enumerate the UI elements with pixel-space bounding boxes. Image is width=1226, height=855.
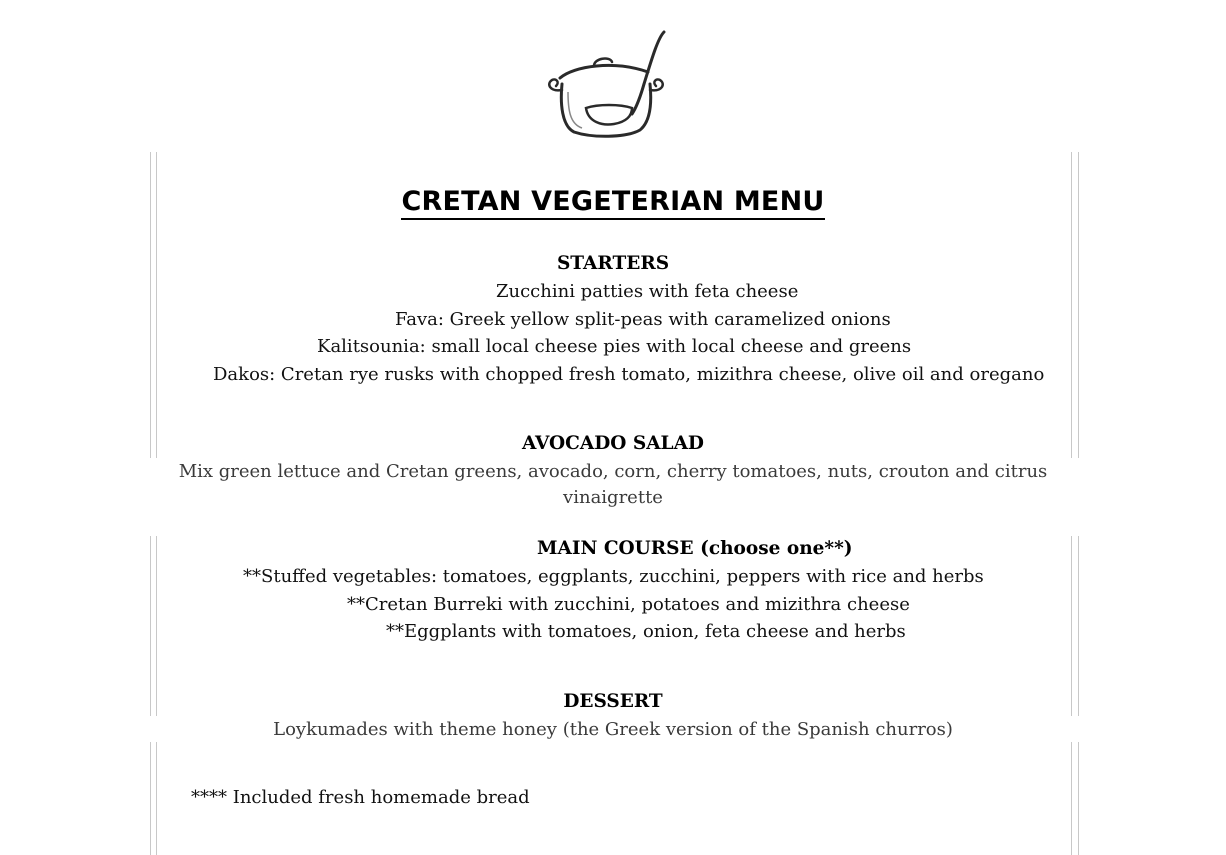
left-border-inner <box>156 536 157 716</box>
bread-footnote: **** Included fresh homemade bread <box>191 787 530 808</box>
right-border-outer <box>1078 536 1079 716</box>
starter-item: Dakos: Cretan rye rusks with chopped fresh tomato, mizithra cheese, olive oil and oregano <box>213 364 1045 385</box>
menu-title: CRETAN VEGETERIAN MENU <box>0 186 1226 217</box>
cooking-pot-ladle-icon <box>540 28 670 140</box>
starter-item: Kalitsounia: small local cheese pies with local cheese and greens <box>317 336 912 357</box>
salad-heading: AVOCADO SALAD <box>522 433 704 454</box>
salad-description-continued: vinaigrette <box>563 487 663 508</box>
left-border-inner <box>156 742 157 855</box>
salad-description: Mix green lettuce and Cretan greens, avocado, corn, cherry tomatoes, nuts, crouton and citrus <box>178 461 1048 482</box>
starter-item: Fava: Greek yellow split-peas with caramelized onions <box>395 309 891 330</box>
starters-heading: STARTERS <box>556 253 670 274</box>
left-border-outer <box>150 742 151 855</box>
right-border-inner <box>1071 742 1072 855</box>
main-course-item: **Eggplants with tomatoes, onion, feta cheese and herbs <box>386 621 906 642</box>
right-border-outer <box>1078 742 1079 855</box>
right-border-inner <box>1071 536 1072 716</box>
main-course-heading: MAIN COURSE (choose one**) <box>537 538 853 559</box>
dessert-description: Loykumades with theme honey (the Greek version of the Spanish churros) <box>273 719 953 740</box>
dessert-heading: DESSERT <box>563 691 663 712</box>
main-course-item: **Stuffed vegetables: tomatoes, eggplants, zucchini, peppers with rice and herbs <box>243 566 984 587</box>
main-course-item: **Cretan Burreki with zucchini, potatoes and mizithra cheese <box>347 594 910 615</box>
left-border-outer <box>150 536 151 716</box>
starter-item: Zucchini patties with feta cheese <box>496 281 799 302</box>
